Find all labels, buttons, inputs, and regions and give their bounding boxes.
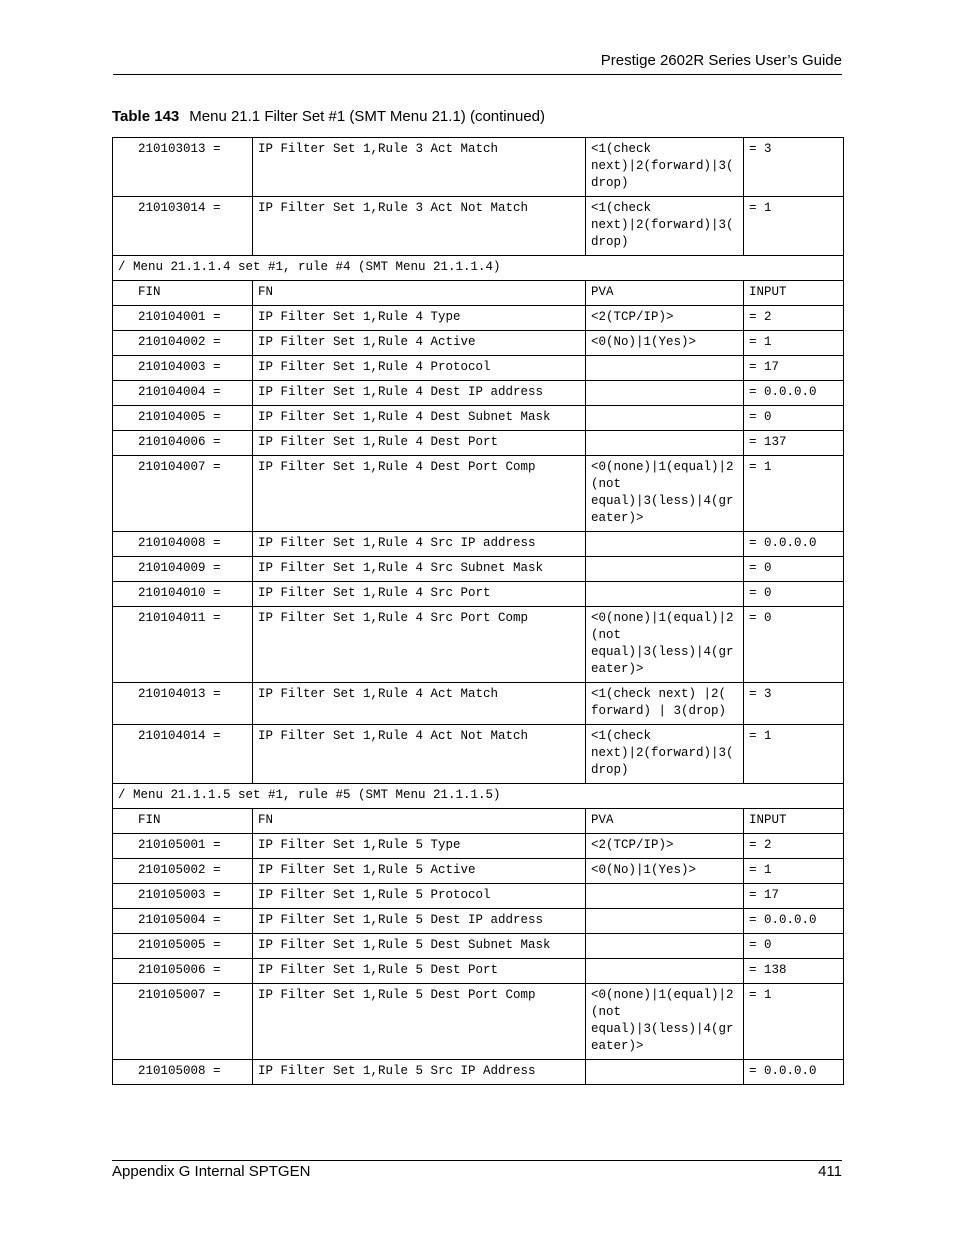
pva-cell (586, 406, 744, 431)
fn-cell: IP Filter Set 1,Rule 4 Src Subnet Mask (253, 557, 586, 582)
pva-cell: <0(none)|1(equal)|2(not equal)|3(less)|4(greater)> (586, 984, 744, 1060)
fn-cell: IP Filter Set 1,Rule 5 Dest Port (253, 959, 586, 984)
fn-cell: IP Filter Set 1,Rule 5 Type (253, 834, 586, 859)
table-row (113, 331, 844, 356)
input-cell: = 0.0.0.0 (744, 381, 844, 406)
input-cell: = 0.0.0.0 (744, 1060, 844, 1085)
pva-cell (586, 909, 744, 934)
table-row (113, 909, 844, 934)
fn-cell: IP Filter Set 1,Rule 3 Act Not Match (253, 197, 586, 256)
fn-cell: IP Filter Set 1,Rule 4 Act Not Match (253, 725, 586, 784)
pva-cell (586, 356, 744, 381)
input-cell: = 17 (744, 884, 844, 909)
fin-cell: FIN (113, 281, 253, 306)
input-cell: INPUT (744, 281, 844, 306)
pva-cell (586, 381, 744, 406)
table-body (113, 138, 844, 1085)
fn-cell: IP Filter Set 1,Rule 4 Dest Port Comp (253, 456, 586, 532)
pva-cell (586, 1060, 744, 1085)
page-number: 411 (818, 1163, 842, 1180)
input-cell: = 0.0.0.0 (744, 532, 844, 557)
table-row (113, 306, 844, 331)
input-cell: = 0 (744, 582, 844, 607)
fn-cell: FN (253, 809, 586, 834)
fin-cell: 210104009 = (113, 557, 253, 582)
fin-cell: 210104007 = (113, 456, 253, 532)
fn-cell: IP Filter Set 1,Rule 5 Dest IP address (253, 909, 586, 934)
fn-cell: IP Filter Set 1,Rule 4 Act Match (253, 683, 586, 725)
fin-cell: 210104006 = (113, 431, 253, 456)
table-row (113, 809, 844, 834)
pva-cell: <2(TCP/IP)> (586, 834, 744, 859)
pva-cell: <1(check next) |2( forward) | 3(drop) (586, 683, 744, 725)
fin-cell: 210105006 = (113, 959, 253, 984)
fn-cell: IP Filter Set 1,Rule 5 Protocol (253, 884, 586, 909)
fn-cell: IP Filter Set 1,Rule 4 Src Port Comp (253, 607, 586, 683)
fin-cell: 210104014 = (113, 725, 253, 784)
fin-cell: 210104011 = (113, 607, 253, 683)
pva-cell: <0(No)|1(Yes)> (586, 331, 744, 356)
section-row (113, 256, 844, 281)
fin-cell: FIN (113, 809, 253, 834)
fn-cell: IP Filter Set 1,Rule 3 Act Match (253, 138, 586, 197)
fin-cell: 210104013 = (113, 683, 253, 725)
table-row (113, 356, 844, 381)
fin-cell: 210105001 = (113, 834, 253, 859)
input-cell: = 1 (744, 456, 844, 532)
pva-cell: <1(check next)|2(forward)|3(drop) (586, 138, 744, 197)
guide-title: Prestige 2602R Series User’s Guide (600, 52, 842, 69)
table-row (113, 582, 844, 607)
fin-cell: 210104010 = (113, 582, 253, 607)
pva-cell: <2(TCP/IP)> (586, 306, 744, 331)
table-row (113, 381, 844, 406)
sptgen-table (112, 137, 844, 1085)
fn-cell: IP Filter Set 1,Rule 4 Src Port (253, 582, 586, 607)
fin-cell: 210104004 = (113, 381, 253, 406)
page-header (113, 52, 842, 75)
fin-cell: 210105003 = (113, 884, 253, 909)
table-row (113, 984, 844, 1060)
fin-cell: 210104003 = (113, 356, 253, 381)
table-row (113, 725, 844, 784)
fn-cell: FN (253, 281, 586, 306)
table-row (113, 607, 844, 683)
input-cell: = 0 (744, 406, 844, 431)
table-row (113, 683, 844, 725)
fin-cell: 210103014 = (113, 197, 253, 256)
fn-cell: IP Filter Set 1,Rule 4 Src IP address (253, 532, 586, 557)
fn-cell: IP Filter Set 1,Rule 5 Active (253, 859, 586, 884)
section-title-cell: / Menu 21.1.1.4 set #1, rule #4 (SMT Menu 21.1.1.4) (113, 256, 844, 281)
input-cell: = 1 (744, 859, 844, 884)
pva-cell: <1(check next)|2(forward)|3(drop) (586, 197, 744, 256)
pva-cell: PVA (586, 281, 744, 306)
fin-cell: 210105002 = (113, 859, 253, 884)
input-cell: = 0 (744, 607, 844, 683)
pva-cell: <1(check next)|2(forward)|3(drop) (586, 725, 744, 784)
fn-cell: IP Filter Set 1,Rule 4 Type (253, 306, 586, 331)
table-row (113, 859, 844, 884)
fin-cell: 210105004 = (113, 909, 253, 934)
table-row (113, 557, 844, 582)
table-row (113, 934, 844, 959)
fin-cell: 210104005 = (113, 406, 253, 431)
table-row (113, 959, 844, 984)
page-footer (112, 1160, 842, 1181)
input-cell: = 137 (744, 431, 844, 456)
table-row (113, 834, 844, 859)
input-cell: = 3 (744, 683, 844, 725)
pva-cell: <0(No)|1(Yes)> (586, 859, 744, 884)
fin-cell: 210103013 = (113, 138, 253, 197)
fin-cell: 210104008 = (113, 532, 253, 557)
fn-cell: IP Filter Set 1,Rule 4 Dest IP address (253, 381, 586, 406)
pva-cell: <0(none)|1(equal)|2(not equal)|3(less)|4(greater)> (586, 456, 744, 532)
input-cell: = 138 (744, 959, 844, 984)
fn-cell: IP Filter Set 1,Rule 4 Dest Subnet Mask (253, 406, 586, 431)
input-cell: = 1 (744, 984, 844, 1060)
table-number: Table 143 (112, 108, 180, 125)
input-cell: = 17 (744, 356, 844, 381)
input-cell: = 0.0.0.0 (744, 909, 844, 934)
pva-cell: PVA (586, 809, 744, 834)
table-row (113, 406, 844, 431)
pva-cell (586, 582, 744, 607)
pva-cell (586, 959, 744, 984)
section-row (113, 784, 844, 809)
fin-cell: 210104002 = (113, 331, 253, 356)
pva-cell: <0(none)|1(equal)|2(not equal)|3(less)|4(greater)> (586, 607, 744, 683)
input-cell: = 2 (744, 834, 844, 859)
section-title-cell: / Menu 21.1.1.5 set #1, rule #5 (SMT Menu 21.1.1.5) (113, 784, 844, 809)
pva-cell (586, 557, 744, 582)
fin-cell: 210105005 = (113, 934, 253, 959)
input-cell: = 1 (744, 331, 844, 356)
fn-cell: IP Filter Set 1,Rule 4 Dest Port (253, 431, 586, 456)
fn-cell: IP Filter Set 1,Rule 4 Active (253, 331, 586, 356)
table-row (113, 138, 844, 197)
input-cell: = 0 (744, 934, 844, 959)
fn-cell: IP Filter Set 1,Rule 5 Src IP Address (253, 1060, 586, 1085)
table-row (113, 431, 844, 456)
input-cell: INPUT (744, 809, 844, 834)
fn-cell: IP Filter Set 1,Rule 5 Dest Subnet Mask (253, 934, 586, 959)
input-cell: = 0 (744, 557, 844, 582)
fin-cell: 210105008 = (113, 1060, 253, 1085)
pva-cell (586, 431, 744, 456)
input-cell: = 3 (744, 138, 844, 197)
input-cell: = 1 (744, 197, 844, 256)
table-row (113, 884, 844, 909)
table-row (113, 456, 844, 532)
table-row (113, 532, 844, 557)
input-cell: = 1 (744, 725, 844, 784)
pva-cell (586, 884, 744, 909)
pva-cell (586, 934, 744, 959)
table-caption (112, 108, 545, 126)
table-row (113, 197, 844, 256)
fn-cell: IP Filter Set 1,Rule 5 Dest Port Comp (253, 984, 586, 1060)
footer-section: Appendix G Internal SPTGEN (112, 1163, 311, 1180)
input-cell: = 2 (744, 306, 844, 331)
fn-cell: IP Filter Set 1,Rule 4 Protocol (253, 356, 586, 381)
table-row (113, 1060, 844, 1085)
fin-cell: 210104001 = (113, 306, 253, 331)
pva-cell (586, 532, 744, 557)
fin-cell: 210105007 = (113, 984, 253, 1060)
table-row (113, 281, 844, 306)
table-title: Menu 21.1 Filter Set #1 (SMT Menu 21.1) (continued) (189, 108, 545, 125)
